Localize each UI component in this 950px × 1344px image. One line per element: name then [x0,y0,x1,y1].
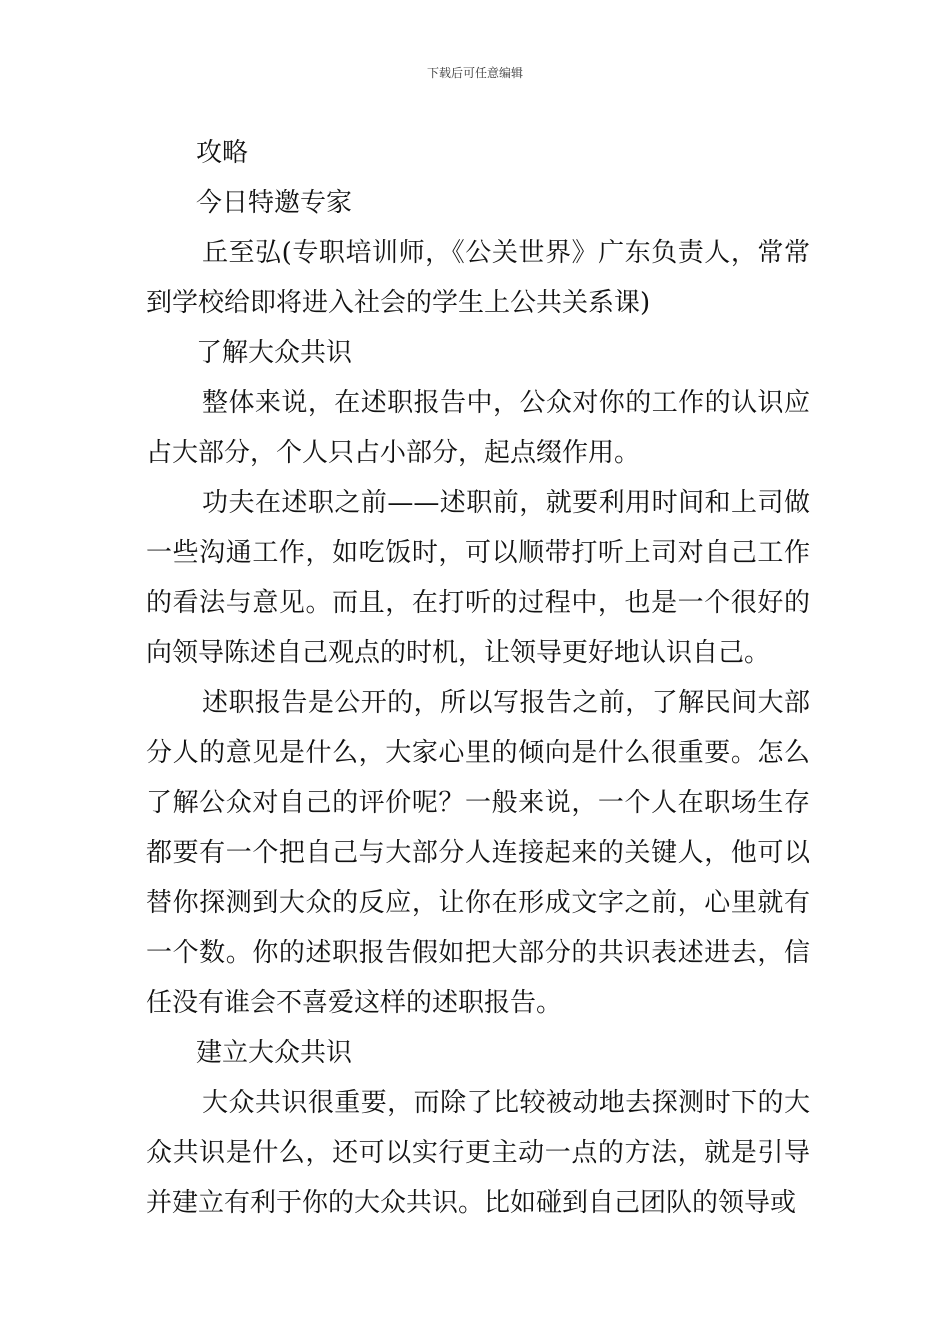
paragraph-expert-bio: 丘至弘(专职培训师，《公关世界》广东负责人，常常到学校给即将进入社会的学生上公共关系课) [146,238,810,318]
heading-guest-expert: 今日特邀专家 [196,188,353,218]
paragraph-public-report: 述职报告是公开的，所以写报告之前，了解民间大部分人的意见是什么，大家心里的倾向是什么很重要。怎么了解公众对自己的评价呢？一般来说，一个人在职场生存都要有一个把自己与大部分人连接起来的关键人，他可以替你探测到大众的反应，让你在形成文字之前，心里就有一个数。你的述职报告假如把大部分的共识表述进去，信任没有谁会不喜爱这样的述职报告。 [146,688,810,1018]
page-header-note: 下载后可任意编辑 [426,66,523,80]
paragraph-before-report: 功夫在述职之前——述职前，就要利用时间和上司做一些沟通工作，如吃饭时，可以顺带打听上司对自己工作的看法与意见。而且，在打听的过程中，也是一个很好的向领导陈述自己观点的时机，让领导更好地认识自己。 [146,488,810,668]
document-body [146,128,810,1228]
heading-build-consensus: 建立大众共识 [196,1038,353,1068]
paragraph-consensus-important: 大众共识很重要，而除了比较被动地去探测时下的大众共识是什么，还可以实行更主动一点的方法，就是引导并建立有利于你的大众共识。比如碰到自己团队的领导或 [146,1088,810,1218]
heading-strategy: 攻略 [196,138,249,168]
heading-understand-consensus: 了解大众共识 [196,338,353,368]
paragraph-overall: 整体来说，在述职报告中，公众对你的工作的认识应占大部分，个人只占小部分，起点缀作用。 [146,388,810,468]
